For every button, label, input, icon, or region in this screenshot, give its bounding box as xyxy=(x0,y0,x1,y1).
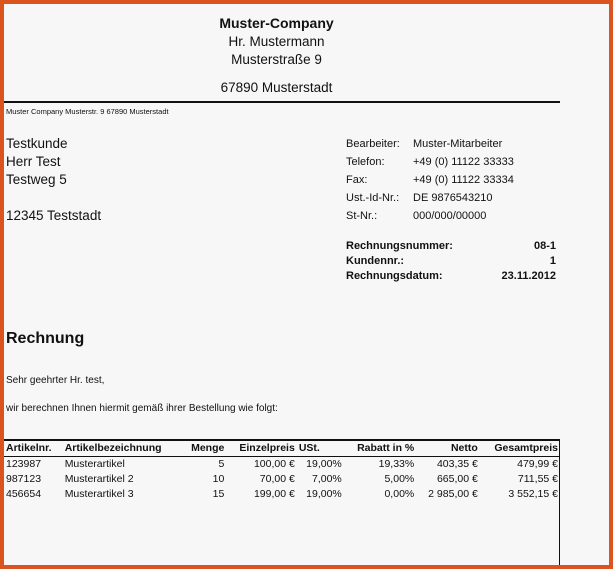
meta-label-customer-number: Kundennr.: xyxy=(346,255,405,267)
cell-vat: 19,00% xyxy=(306,488,342,500)
col-header-discount: Rabatt in % xyxy=(344,440,416,457)
cell-unit-price: 199,00 € xyxy=(253,488,295,500)
cell-total: 3 552,15 € xyxy=(508,488,558,500)
meta-value-invoice-number: 08-1 xyxy=(533,240,556,252)
header-rule xyxy=(4,101,560,103)
col-header-total: Gesamtpreis xyxy=(480,440,560,457)
col-header-unit-price: Einzelpreis xyxy=(226,440,296,457)
cell-net: 2 985,00 € xyxy=(428,488,478,500)
cell-total: 479,99 € xyxy=(517,458,558,470)
col-header-net: Netto xyxy=(416,440,480,457)
info-label-st-nr: St-Nr.: xyxy=(346,210,378,222)
cell-quantity: 5 xyxy=(218,458,225,470)
cell-net: 665,00 € xyxy=(436,473,478,485)
meta-value-invoice-date: 23.11.2012 xyxy=(501,270,556,282)
document-title: Rechnung xyxy=(6,330,85,347)
col-header-description: Artikelbezeichnung xyxy=(63,440,183,457)
table-right-rule xyxy=(559,439,560,565)
info-value-ust-id: DE 9876543210 xyxy=(413,192,493,204)
cell-unit-price: 100,00 € xyxy=(253,458,295,470)
intro-text: wir berechnen Ihnen hiermit gemäß ihrer Bestellung wie folgt: xyxy=(6,403,278,414)
company-street: Musterstraße 9 xyxy=(231,52,322,67)
recipient-city: 12345 Teststadt xyxy=(6,208,102,223)
cell-unit-price: 70,00 € xyxy=(259,473,295,485)
cell-discount: 0,00% xyxy=(384,488,415,500)
cell-description: Musterartikel 2 xyxy=(64,473,134,485)
recipient-name: Testkunde xyxy=(6,136,68,151)
info-label-fax: Fax: xyxy=(346,174,368,186)
table-row xyxy=(4,457,560,473)
cell-discount: 19,33% xyxy=(378,458,415,470)
info-value-fax: +49 (0) 11122 33334 xyxy=(413,174,514,186)
table-row xyxy=(4,487,560,502)
recipient-salutation: Herr Test xyxy=(6,154,61,169)
cell-vat: 19,00% xyxy=(306,458,342,470)
cell-quantity: 10 xyxy=(212,473,225,485)
recipient-street: Testweg 5 xyxy=(6,172,67,187)
cell-article-number: 123987 xyxy=(6,458,42,470)
cell-total: 711,55 € xyxy=(517,473,558,485)
cell-article-number: 456654 xyxy=(6,488,42,500)
info-value-telefon: +49 (0) 11122 33333 xyxy=(413,156,514,168)
items-table xyxy=(4,439,560,502)
company-contact: Hr. Mustermann xyxy=(228,34,325,49)
info-label-bearbeiter: Bearbeiter: xyxy=(346,138,400,150)
greeting-text: Sehr geehrter Hr. test, xyxy=(6,375,105,386)
col-header-quantity: Menge xyxy=(182,440,226,457)
meta-value-customer-number: 1 xyxy=(549,255,556,267)
sender-line: Muster Company Musterstr. 9 67890 Musterstadt xyxy=(6,107,169,116)
cell-description: Musterartikel 3 xyxy=(64,488,134,500)
invoice-page xyxy=(4,4,609,565)
cell-article-number: 987123 xyxy=(6,473,42,485)
meta-label-invoice-date: Rechnungsdatum: xyxy=(346,270,443,282)
table-header-row xyxy=(4,440,560,457)
cell-discount: 5,00% xyxy=(384,473,415,485)
company-name: Muster-Company xyxy=(219,15,334,31)
cell-quantity: 15 xyxy=(212,488,225,500)
info-label-ust-id: Ust.-Id-Nr.: xyxy=(346,192,400,204)
table-row xyxy=(4,472,560,487)
col-header-vat: USt. xyxy=(297,440,344,457)
col-header-article-number: Artikelnr. xyxy=(4,440,63,457)
meta-label-invoice-number: Rechnungsnummer: xyxy=(346,240,453,252)
cell-net: 403,35 € xyxy=(436,458,478,470)
info-value-st-nr: 000/000/00000 xyxy=(413,210,487,222)
cell-description: Musterartikel xyxy=(64,458,125,470)
info-label-telefon: Telefon: xyxy=(346,156,385,168)
company-city: 67890 Musterstadt xyxy=(220,80,333,95)
cell-vat: 7,00% xyxy=(311,473,342,485)
info-value-bearbeiter: Muster-Mitarbeiter xyxy=(413,138,503,150)
